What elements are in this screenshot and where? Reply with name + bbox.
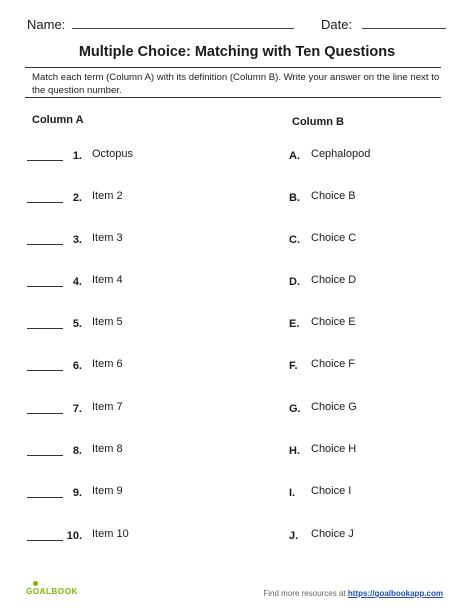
page-title: Multiple Choice: Matching with Ten Questions xyxy=(78,44,396,60)
answer-blank[interactable] xyxy=(27,540,63,541)
choice-text: Choice F xyxy=(311,358,356,370)
question-row xyxy=(0,232,474,250)
choice-letter: D. xyxy=(289,276,300,288)
choice-letter: I. xyxy=(289,487,296,499)
instructions-top-rule xyxy=(25,67,441,68)
question-number: 8. xyxy=(72,445,82,457)
footer-prefix: Find more resources at xyxy=(263,589,346,598)
name-field-line[interactable] xyxy=(72,28,294,29)
answer-blank[interactable] xyxy=(27,244,63,245)
answer-blank[interactable] xyxy=(27,413,63,414)
question-number: 9. xyxy=(72,487,82,499)
term-text: Item 6 xyxy=(92,358,123,370)
choice-text: Choice C xyxy=(311,232,357,244)
column-b-heading: Column B xyxy=(292,116,344,128)
term-text: Item 9 xyxy=(92,485,123,497)
instructions-text: Match each term (Column A) with its definition (Column B). Write your answer on the line next to the question number. xyxy=(32,72,440,96)
term-text: Octopus xyxy=(92,148,133,160)
question-number: 5. xyxy=(72,318,82,330)
question-row xyxy=(0,316,474,334)
term-text: Item 4 xyxy=(92,274,123,286)
question-row xyxy=(0,528,474,546)
footer-link[interactable]: https://goalbookapp.com xyxy=(347,589,443,598)
answer-blank[interactable] xyxy=(27,370,63,371)
choice-text: Choice D xyxy=(311,274,357,286)
date-label: Date: xyxy=(321,17,353,32)
question-number: 1. xyxy=(72,150,82,162)
term-text: Item 8 xyxy=(92,443,123,455)
choice-letter: F. xyxy=(289,360,298,372)
question-row xyxy=(0,401,474,419)
choice-letter: B. xyxy=(289,192,300,204)
answer-blank[interactable] xyxy=(27,328,63,329)
choice-letter: E. xyxy=(289,318,300,330)
choice-letter: H. xyxy=(289,445,300,457)
term-text: Item 10 xyxy=(92,528,129,540)
question-row xyxy=(0,148,474,166)
answer-blank[interactable] xyxy=(27,202,63,203)
question-number: 2. xyxy=(72,192,82,204)
choice-text: Choice H xyxy=(311,443,357,455)
question-row xyxy=(0,443,474,461)
date-field-line[interactable] xyxy=(362,28,446,29)
column-a-heading: Column A xyxy=(32,114,84,126)
term-text: Item 2 xyxy=(92,190,123,202)
answer-blank[interactable] xyxy=(27,497,63,498)
goalbook-logo: GOALBOOK xyxy=(26,587,78,596)
question-number: 6. xyxy=(72,360,82,372)
question-row xyxy=(0,485,474,503)
choice-letter: C. xyxy=(289,234,300,246)
question-row xyxy=(0,358,474,376)
choice-letter: G. xyxy=(289,403,301,415)
term-text: Item 5 xyxy=(92,316,123,328)
term-text: Item 3 xyxy=(92,232,123,244)
term-text: Item 7 xyxy=(92,401,123,413)
question-number: 4. xyxy=(72,276,82,288)
choice-letter: J. xyxy=(289,530,299,542)
choice-text: Choice J xyxy=(311,528,354,540)
footer-note xyxy=(263,589,443,598)
choice-text: Choice G xyxy=(311,401,357,413)
answer-blank[interactable] xyxy=(27,455,63,456)
instructions-bottom-rule xyxy=(25,97,441,98)
question-row xyxy=(0,190,474,208)
choice-text: Choice I xyxy=(311,485,352,497)
choice-text: Choice B xyxy=(311,190,356,202)
question-number: 7. xyxy=(72,403,82,415)
name-label: Name: xyxy=(27,17,66,32)
choice-text: Choice E xyxy=(311,316,356,328)
answer-blank[interactable] xyxy=(27,286,63,287)
choice-text: Cephalopod xyxy=(311,148,371,160)
logo-icon xyxy=(33,581,38,586)
question-number: 10. xyxy=(66,530,82,542)
choice-letter: A. xyxy=(289,150,300,162)
answer-blank[interactable] xyxy=(27,160,63,161)
question-number: 3. xyxy=(72,234,82,246)
question-row xyxy=(0,274,474,292)
